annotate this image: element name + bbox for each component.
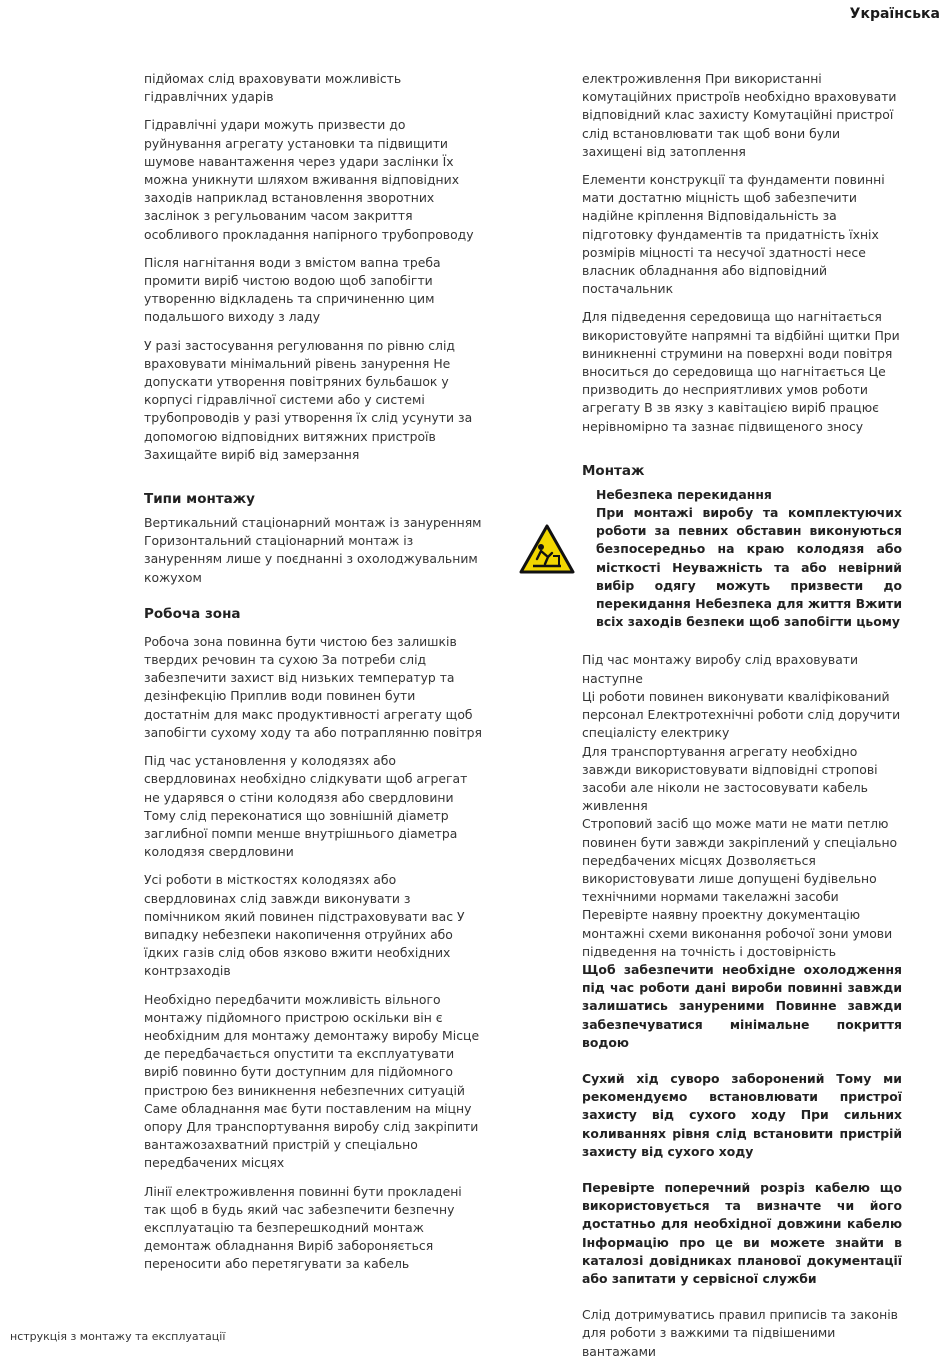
right-column <box>582 70 902 1371</box>
section-heading-mount-types: Типи монтажу <box>144 491 255 508</box>
paragraph: Лінії електроживлення повинні бути прокладені так щоб в будь який час забезпечити безпечну експлуатацію та безперешкодний монтаж демонтаж обладнання Виріб забороняється переносити або перетягувати за кабель <box>144 1183 462 1272</box>
bold-note-cable: Перевірте поперечний розріз кабелю що використовується та визначте чи його достатньо для необхідної довжини кабелю Інформацію про це ви можете знайти в каталозі довідниках планової документації або запитати у сервісної служби <box>582 1179 902 1286</box>
warning-text: При монтажі виробу та комплектуючих роботи за певних обставин виконуються безпосередньо на краю колодязя або місткості Неуважність та або невірний вибір одягу можуть призвести до перекидання Небезпека для життя Вжити всіх заходів безпеки щоб запобігти цьому <box>596 505 902 630</box>
mount-types-list <box>144 514 484 587</box>
section-heading-work-area: Робоча зона <box>144 605 241 622</box>
warning-block <box>582 486 902 632</box>
bold-note-cooling: Щоб забезпечити необхідне охолодження під час роботи дані вироби повинні завжди залишатись зануреними Повинне завжди забезпечуватися мінімальне покриття водою <box>582 961 902 1050</box>
warning-tipping-icon <box>519 524 575 574</box>
mounting-instructions <box>582 651 902 960</box>
mount-type-item: Вертикальний стаціонарний монтаж із зануренням <box>144 515 482 531</box>
instruction-line: Перевірте наявну проектну документацію монтажні схеми виконання робочої зони умови підведення на точність і достовірність <box>582 907 893 959</box>
left-column <box>144 70 484 1284</box>
paragraph: електроживлення При використанні комутаційних пристроїв необхідно враховувати відповідний клас захисту Комутаційні пристрої слід встановлювати так щоб вони були захищені від затоплення <box>582 71 897 159</box>
paragraph: У разі застосування регулювання по рівню слід враховувати мінімальний рівень занурення Не допускати утворення повітряних бульбашок у корпусі гідравлічної системи або у системі трубопроводів у разі утворення їх слід усунути за допомогою відповідних витяжних пристроїв Захищайте виріб від замерзання <box>144 337 473 462</box>
paragraph: Необхідно передбачити можливість вільного монтажу підйомного пристрою оскільки він є необхідним для монтажу демонтажу виробу Місце де передбачається опустити та експлуатувати виріб повинно бути доступним для підйомного пристрою без виникнення небезпечних ситуацій Саме обладнання має бути поставленим на міцну опору Для транспортування виробу слід закріпити вантажозахватний пристрій у спеціально передбачених місцях <box>144 991 480 1171</box>
warning-title: Небезпека перекидання <box>596 486 772 502</box>
footer-text: нструкція з монтажу та експлуатації <box>10 1330 226 1343</box>
language-label: Українська <box>849 6 940 22</box>
bold-note-dry-run: Сухий хід суворо заборонений Тому ми рекомендуємо встановлювати пристрої захисту від сухого ходу При сильних коливаннях рівня слід встановити пристрій захисту від сухого ходу <box>582 1070 902 1159</box>
paragraph: Гідравлічні удари можуть призвести до руйнування агрегату установки та підвищити шумове навантаження через удари заслінки Їх можна уникнути шляхом вживання відповідних заходів наприклад встановлення зворотних заслінок з регульованим часом закриття особливого прокладання напірного трубопроводу <box>144 117 474 242</box>
instruction-line: Для транспортування агрегату необхідно завжди використовувати відповідні стропові засоби але ніколи не застосовувати кабель живлення <box>582 743 878 814</box>
mount-type-item: Горизонтальний стаціонарний монтаж із зануренням лише у поєднанні з охолоджувальним кожухом <box>144 533 478 585</box>
paragraph: Усі роботи в місткостях колодязях або свердловинах слід завжди виконувати з помічником який повинен підстраховувати вас У випадку небезпеки накопичення отруйних або їдких газів слід обов язково вжити необхідних контрзаходів <box>144 872 465 979</box>
instruction-line: Строповий засіб що може мати не мати петлю повинен бути завжди закріплений у спеціально передбачених місцях Дозволяється використовувати лише допущені будівельно технічними нормами такелажні засоби <box>582 816 898 905</box>
section-heading-mounting: Монтаж <box>582 462 645 479</box>
instruction-line: Під час монтажу виробу слід враховувати наступне <box>582 652 859 686</box>
paragraph: Елементи конструкції та фундаменти повинні мати достатню міцність щоб забезпечити надійне кріплення Відповідальність за підготовку фундаментів та придатність їхніх розмірів міцності та несучої здатності несе власник обладнання або відповідний постачальник <box>582 172 885 297</box>
paragraph: Робоча зона повинна бути чистою без залишків твердих речовин та сухою За потреби слід забезпечити захист від низьких температур та дезінфекцію Приплив води повинен бути достатнім для макс продуктивності агрегату щоб запобігти сухому ходу та або потраплянню повітря <box>144 633 482 740</box>
paragraph: Для підведення середовища що нагнітається використовуйте напрямні та відбійні щитки При виникненні струмини на поверхні води повітря вноситься до середовища що нагнітається Це призводить до несприятливих умов роботи агрегату В зв язку з кавітацією виріб працює нерівномірно та зазнає підвищеного зносу <box>582 309 900 434</box>
paragraph: Слід дотримуватись правил приписів та законів для роботи з важкими та підвішеними вантажами <box>582 1307 898 1359</box>
paragraph: Після нагнітання води з вмістом вапна треба промити виріб чистою водою щоб запобігти утворенню відкладень та спричиненню цим подальшого виходу з ладу <box>144 254 441 325</box>
instruction-line: Ці роботи повинен виконувати кваліфікований персонал Електротехнічні роботи слід доручити спеціалісту електрику <box>582 688 901 741</box>
paragraph: підйомах слід враховувати можливість гідравлічних ударів <box>144 71 402 105</box>
paragraph: Під час установлення у колодязях або свердловинах необхідно слідкувати щоб агрегат не ударявся о стіни колодязя або свердловини Тому слід переконатися що зовнішній діаметр заглибної помпи менше внутрішнього діаметра колодязя свердловини <box>144 753 468 860</box>
